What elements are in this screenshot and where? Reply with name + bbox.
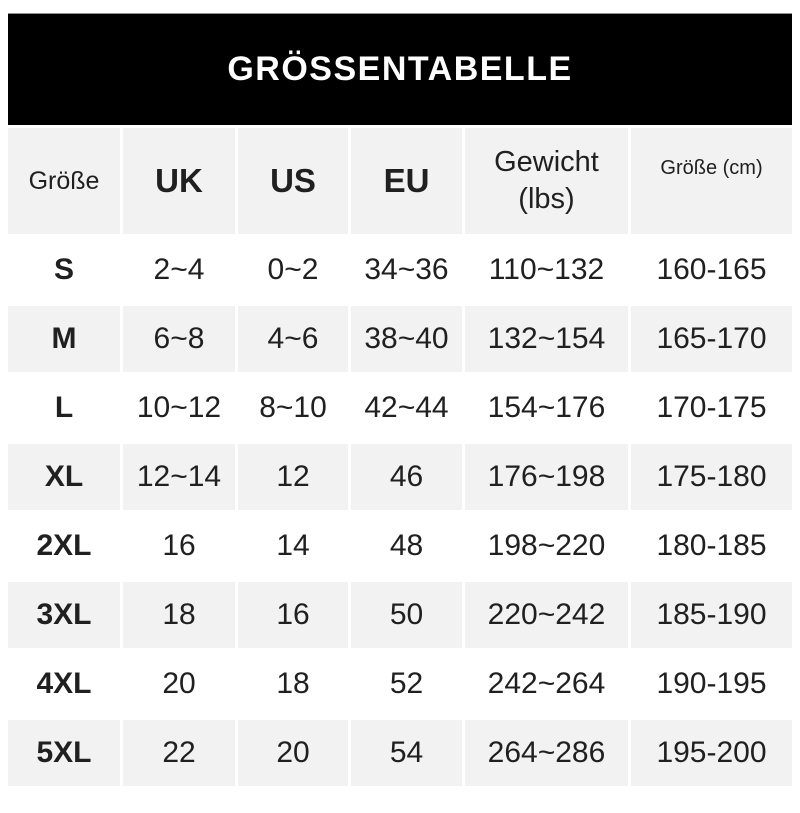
cell-height-cm: 170-175 <box>631 375 792 441</box>
cell-height-cm: 190-195 <box>631 651 792 717</box>
table-row <box>8 375 792 441</box>
cell-size: M <box>8 306 120 372</box>
header-uk: UK <box>123 128 235 234</box>
cell-uk: 10~12 <box>123 375 235 441</box>
cell-height-cm: 185-190 <box>631 582 792 648</box>
cell-us: 16 <box>238 582 348 648</box>
cell-height-cm: 160-165 <box>631 237 792 303</box>
cell-eu: 48 <box>351 513 462 579</box>
table-row <box>8 582 792 648</box>
table-row <box>8 237 792 303</box>
table-row <box>8 513 792 579</box>
cell-size: 5XL <box>8 720 120 786</box>
title-banner <box>8 13 792 125</box>
cell-us: 14 <box>238 513 348 579</box>
cell-eu: 34~36 <box>351 237 462 303</box>
header-weight-line1: Gewicht <box>494 145 599 178</box>
cell-height-cm: 195-200 <box>631 720 792 786</box>
cell-eu: 50 <box>351 582 462 648</box>
page <box>0 13 800 813</box>
table-row <box>8 720 792 786</box>
size-table <box>5 125 795 789</box>
header-weight-line2: (lbs) <box>518 183 575 215</box>
cell-uk: 22 <box>123 720 235 786</box>
table-row <box>8 306 792 372</box>
cell-weight-lbs: 110~132 <box>465 237 628 303</box>
cell-size: 2XL <box>8 513 120 579</box>
cell-height-cm: 165-170 <box>631 306 792 372</box>
cell-us: 4~6 <box>238 306 348 372</box>
cell-weight-lbs: 198~220 <box>465 513 628 579</box>
cell-us: 18 <box>238 651 348 717</box>
cell-size: S <box>8 237 120 303</box>
cell-uk: 2~4 <box>123 237 235 303</box>
header-weight-lbs <box>465 128 628 234</box>
header-eu: EU <box>351 128 462 234</box>
cell-size: L <box>8 375 120 441</box>
cell-eu: 42~44 <box>351 375 462 441</box>
cell-uk: 6~8 <box>123 306 235 372</box>
header-size: Größe <box>8 128 120 234</box>
cell-size: XL <box>8 444 120 510</box>
size-table-header <box>8 128 792 234</box>
cell-uk: 20 <box>123 651 235 717</box>
cell-uk: 18 <box>123 582 235 648</box>
cell-weight-lbs: 154~176 <box>465 375 628 441</box>
header-height-cm-label: Größe (cm) <box>660 156 763 179</box>
cell-weight-lbs: 264~286 <box>465 720 628 786</box>
cell-size: 3XL <box>8 582 120 648</box>
table-row <box>8 651 792 717</box>
header-us: US <box>238 128 348 234</box>
cell-eu: 54 <box>351 720 462 786</box>
size-table-body <box>8 237 792 786</box>
banner-title: GRÖSSENTABELLE <box>227 50 573 88</box>
cell-eu: 46 <box>351 444 462 510</box>
cell-eu: 38~40 <box>351 306 462 372</box>
cell-us: 12 <box>238 444 348 510</box>
cell-us: 8~10 <box>238 375 348 441</box>
cell-weight-lbs: 220~242 <box>465 582 628 648</box>
cell-weight-lbs: 132~154 <box>465 306 628 372</box>
cell-uk: 16 <box>123 513 235 579</box>
header-height-cm <box>631 128 792 234</box>
cell-us: 20 <box>238 720 348 786</box>
cell-height-cm: 175-180 <box>631 444 792 510</box>
cell-uk: 12~14 <box>123 444 235 510</box>
cell-eu: 52 <box>351 651 462 717</box>
header-row <box>8 128 792 234</box>
cell-size: 4XL <box>8 651 120 717</box>
cell-height-cm: 180-185 <box>631 513 792 579</box>
cell-weight-lbs: 176~198 <box>465 444 628 510</box>
cell-us: 0~2 <box>238 237 348 303</box>
table-row <box>8 444 792 510</box>
cell-weight-lbs: 242~264 <box>465 651 628 717</box>
